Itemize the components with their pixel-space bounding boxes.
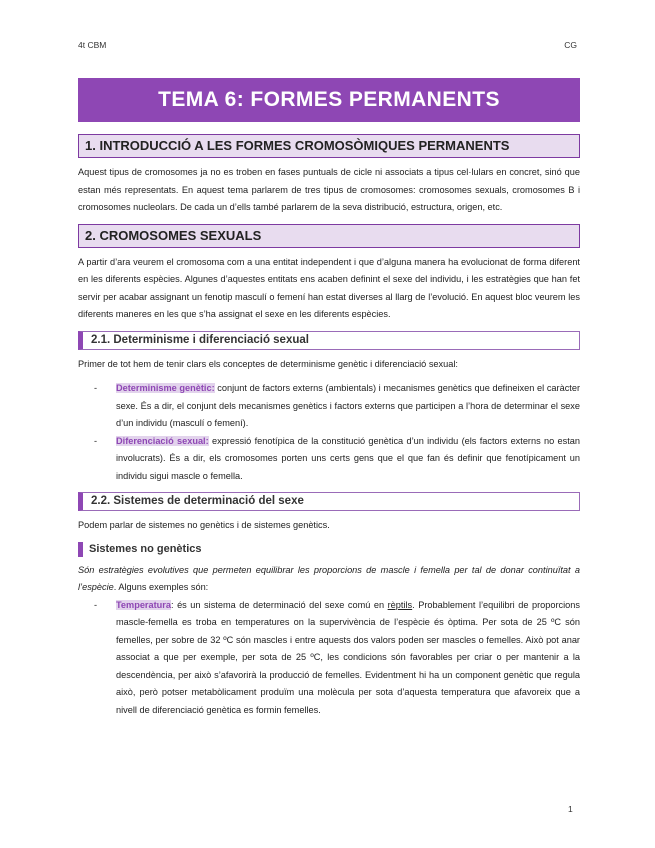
- page-content: [78, 78, 580, 726]
- section-1-paragraph: Aquest tipus de cromosomes ja no es troben en fases puntuals de cicle ni associats a tipus cel·lulars en concret, sinó que estan més representats. En aquest tema parlarem de tres tipus de cromosomes: cromosomes sexuals, cromosomes B i cromosomes nucleolars. De cada un d’ells també parlarem de la seva distribució, estructura, origen, etc.: [78, 167, 580, 212]
- term-diferenciacio: Diferenciació sexual:: [116, 435, 209, 446]
- subsection-2-2-heading: 2.2. Sistemes de determinació del sexe: [78, 492, 580, 511]
- section-2-heading: 2. CROMOSOMES SEXUALS: [78, 224, 580, 248]
- sistemes-no-genetics-heading: Sistemes no genètics: [78, 542, 580, 557]
- header-left: 4t CBM: [78, 40, 107, 50]
- list-item: [116, 597, 580, 720]
- term-determinisme: Determinisme genètic:: [116, 383, 215, 393]
- list-item: [116, 380, 580, 433]
- subsection-2-1-intro: Primer de tot hem de tenir clars els conceptes de determinisme genètic i diferenciació sexual:: [78, 358, 458, 369]
- term-temperatura: Temperatura: [116, 599, 171, 610]
- header-right: CG: [564, 40, 577, 50]
- definitions-list: [78, 380, 580, 485]
- temperatura-text-a: : és un sistema de determinació del sexe comú en: [170, 599, 388, 610]
- definition-text: conjunt de factors externs (ambientals) i mecanismes genètics que defineixen el caràcter sexe. És a dir, el conjunt dels mecanismes genètics i factors externs que participen a l’hora de determinar el sexe d’un individu (masculí o femení).: [116, 383, 581, 428]
- subsection-2-2-intro: Podem parlar de sistemes no genètics i de sistemes genètics.: [78, 520, 330, 530]
- examples-list: [78, 597, 580, 720]
- page-title: TEMA 6: FORMES PERMANENTS: [78, 78, 580, 122]
- section-2-paragraph: A partir d’ara veurem el cromosoma com a una entitat independent i que d’alguna manera ha evolucionat de forma diferent en les diferents espècies. Algunes d’aquestes entitats ens acaben definint el sexe del individu, i les estratègies que han fet servir per acabar assignant un fenotip masculí o femení han estat diverses al llarg de l’evolució. En aquest bloc veurem les diferents maneres en les que s’ha assignat el sexe en les diferents espècies.: [78, 256, 580, 319]
- italic-definition: Són estratègies evolutives que permeten equilibrar les proporcions de mascle i femella per tal de donar continuïtat a l’espècie: [78, 564, 580, 592]
- temperatura-text-b: . Probablement l’equilibri de proporcions mascle-femella es troba en temperatures on la supervivència de l’espècie és òptima. Per sota de 25 ºC són femelles, per sobre de 32 ºC són mascles i entre aquests dos valors poden ser mascles o femelles. Això pot anar associat a que per exemple, per sota de 25 ºC, les condicions són favorables per criar o per mantenir a la descendència, per això s’afavorirà la producció de femelles. Evidentment hi ha un component genètic que regula això, però potser metabòlicament produïm una molècula per sota d’aquesta temperatura que afavoreix que a nivell de diferenciació genètica es formin femelles.: [116, 599, 580, 715]
- examples-lead: . Alguns exemples són:: [113, 582, 209, 592]
- definition-text: expressió fenotípica de la constitució genètica d’un individu (els factors externs no estan involucrats). És a dir, els cromosomes porten uns certs gens que el que fan és definir que fenotípicament un individu sigui mascle o femella.: [116, 435, 580, 481]
- sistemes-no-genetics-intro: [78, 562, 580, 597]
- subsection-2-1-heading: 2.1. Determinisme i diferenciació sexual: [78, 331, 580, 350]
- reptils-link-text: rèptils: [387, 599, 413, 610]
- page-number: 1: [568, 804, 573, 814]
- list-item: [116, 433, 580, 486]
- section-1-heading: 1. INTRODUCCIÓ A LES FORMES CROMOSÒMIQUES PERMANENTS: [78, 134, 580, 158]
